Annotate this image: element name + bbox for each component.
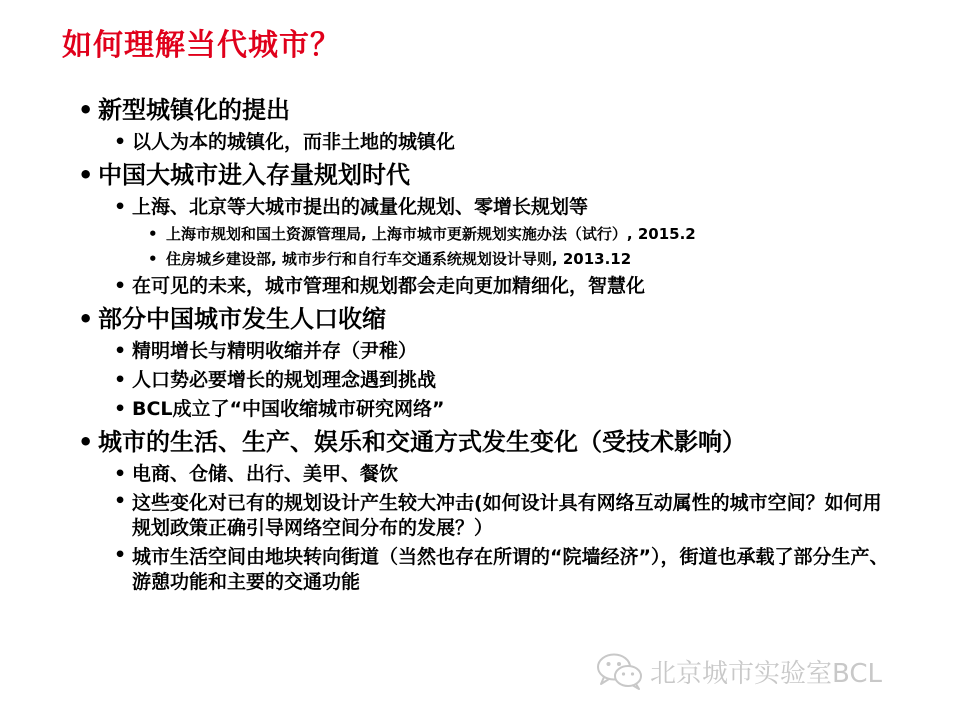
- bullet-item-level2: [0, 193, 960, 222]
- bullet-dot: •: [114, 544, 127, 566]
- bullet-text: 这些变化对已有的规划设计产生较大冲击(如何设计具有网络互动属性的城市空间？如何用规划政策正确引导网络空间分布的发展？）: [132, 492, 882, 539]
- bullet-text: 精明增长与精明收缩并存（尹稚）: [132, 340, 418, 362]
- bullet-item-level2: [0, 272, 960, 301]
- bullet-text: 部分中国城市发生人口收缩: [98, 305, 386, 333]
- bullet-item-level1: [0, 301, 960, 337]
- bullet-dot: •: [78, 96, 94, 124]
- bullet-dot: •: [114, 340, 127, 362]
- bullet-item-level2: [0, 395, 960, 424]
- bullet-item-level2: [0, 366, 960, 395]
- bullet-text: 城市生活空间由地块转向街道（当然也存在所谓的“院墙经济”），街道也承载了部分生产、游憩功能和主要的交通功能: [132, 546, 889, 593]
- bullet-dot: •: [78, 305, 94, 333]
- bullet-text: 上海市规划和国土资源管理局, 上海市城市更新规划实施办法（试行）, 2015.2: [166, 225, 696, 243]
- bullet-dot: •: [78, 161, 94, 189]
- bullet-text: 新型城镇化的提出: [98, 96, 290, 124]
- bullet-text: 在可见的未来，城市管理和规划都会走向更加精细化，智慧化: [132, 275, 646, 297]
- bullet-item-level2: [0, 128, 960, 157]
- bullet-dot: •: [114, 131, 127, 153]
- bullet-text: 住房城乡建设部, 城市步行和自行车交通系统规划设计导则, 2013.12: [166, 250, 632, 268]
- bullet-item-level2: [0, 460, 960, 489]
- bullet-dot: •: [148, 250, 158, 268]
- bullet-outline: [0, 92, 960, 597]
- bullet-dot: •: [114, 196, 127, 218]
- watermark-text: 北京城市实验室BCL: [650, 658, 883, 689]
- bullet-item-level2: [0, 489, 892, 543]
- watermark: [596, 652, 882, 690]
- bullet-dot: •: [78, 428, 94, 456]
- bullet-dot: •: [114, 275, 127, 297]
- bullet-text: 以人为本的城镇化，而非土地的城镇化: [132, 131, 456, 153]
- bullet-item-level2: [0, 543, 892, 597]
- bullet-dot: •: [114, 369, 127, 391]
- slide-title: 如何理解当代城市？: [62, 28, 341, 63]
- bullet-text: BCL成立了“中国收缩城市研究网络”: [132, 398, 445, 420]
- bullet-dot: •: [114, 398, 127, 420]
- bullet-dot: •: [148, 225, 158, 243]
- bullet-dot: •: [114, 490, 127, 512]
- bullet-text: 电商、仓储、出行、美甲、餐饮: [132, 463, 399, 485]
- bullet-item-level3: [0, 222, 960, 247]
- bullet-item-level3: [0, 247, 960, 272]
- bullet-item-level1: [0, 92, 960, 128]
- wechat-icon: [596, 652, 644, 690]
- bullet-dot: •: [114, 463, 127, 485]
- bullet-text: 中国大城市进入存量规划时代: [98, 161, 410, 189]
- bullet-text: 城市的生活、生产、娱乐和交通方式发生变化（受技术影响）: [98, 428, 746, 456]
- bullet-item-level1: [0, 424, 960, 460]
- bullet-text: 上海、北京等大城市提出的减量化规划、零增长规划等: [132, 196, 589, 218]
- bullet-item-level2: [0, 337, 960, 366]
- bullet-item-level1: [0, 157, 960, 193]
- bullet-text: 人口势必要增长的规划理念遇到挑战: [132, 369, 437, 391]
